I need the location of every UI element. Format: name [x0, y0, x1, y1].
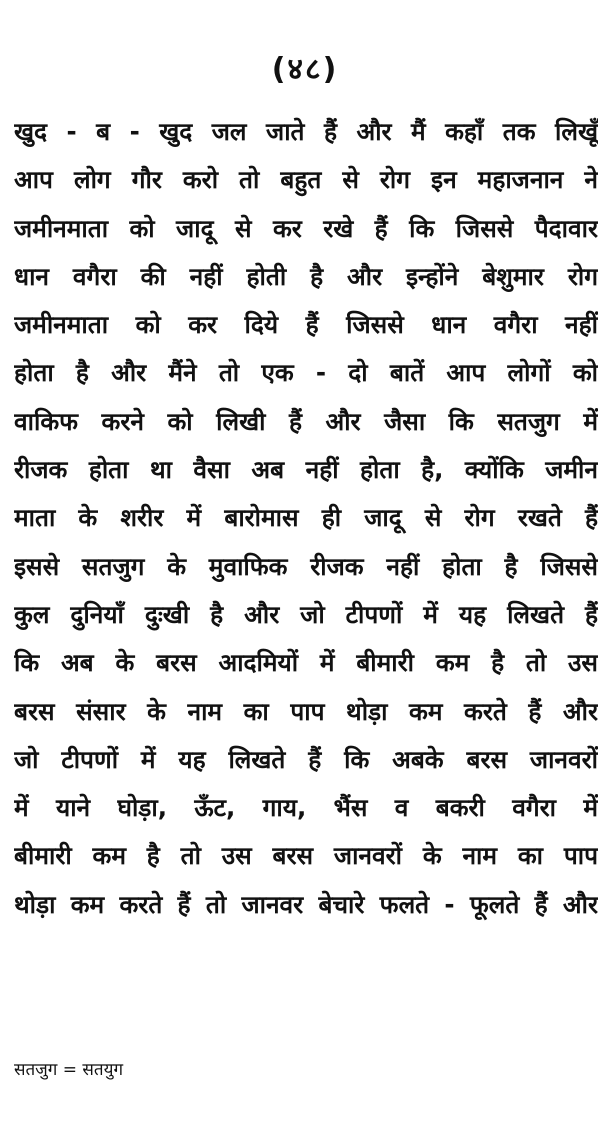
text-line: वाकिफ करने को लिखी हैं और जैसा कि सतजुग में — [14, 406, 598, 436]
text-line: होता है और मैंने तो एक - दो बातें आप लोगों को — [14, 358, 598, 388]
text-line: बीमारी कम है तो उस बरस जानवरों के नाम का पाप — [14, 841, 598, 871]
footnote: सतजुग = सतयुग — [14, 1060, 124, 1080]
text-line: कि अब के बरस आदमियों में बीमारी कम है तो उस — [14, 648, 598, 678]
body-text — [14, 108, 598, 929]
text-line: इससे सतजुग के मुवाफिक रीजक नहीं होता है जिससे — [14, 551, 598, 581]
text-line: कुल दुनियाँ दुःखी है और जो टीपणों में यह लिखते हैं — [14, 599, 598, 629]
text-line: आप लोग गौर करो तो बहुत से रोग इन महाजनान ने — [14, 165, 598, 195]
text-line: बरस संसार के नाम का पाप थोड़ा कम करते हैं और — [14, 696, 598, 726]
text-line: रीजक होता था वैसा अब नहीं होता है, क्योंकि जमीन — [14, 455, 598, 485]
text-line: में याने घोड़ा, ऊँट, गाय, भैंस व बकरी वगैरा में — [14, 793, 598, 823]
text-line: जमीनमाता को कर दिये हैं जिससे धान वगैरा नहीं — [14, 310, 598, 340]
text-line: धान वगैरा की नहीं होती है और इन्होंने बेशुमार रोग — [14, 261, 598, 291]
text-line: थोड़ा कम करते हैं तो जानवर बेचारे फलते - फूलते हैं और — [14, 889, 598, 919]
text-line: खुद - ब - खुद जल जाते हैं और मैं कहाँ तक लिखूँ — [14, 117, 598, 146]
text-line: जमीनमाता को जादू से कर रखे हैं कि जिससे पैदावार — [14, 213, 598, 243]
text-line: जो टीपणों में यह लिखते हैं कि अबके बरस जानवरों — [14, 744, 598, 774]
text-line: माता के शरीर में बारोमास ही जादू से रोग रखते हैं — [14, 503, 598, 533]
page-number: (४८) — [271, 52, 339, 87]
